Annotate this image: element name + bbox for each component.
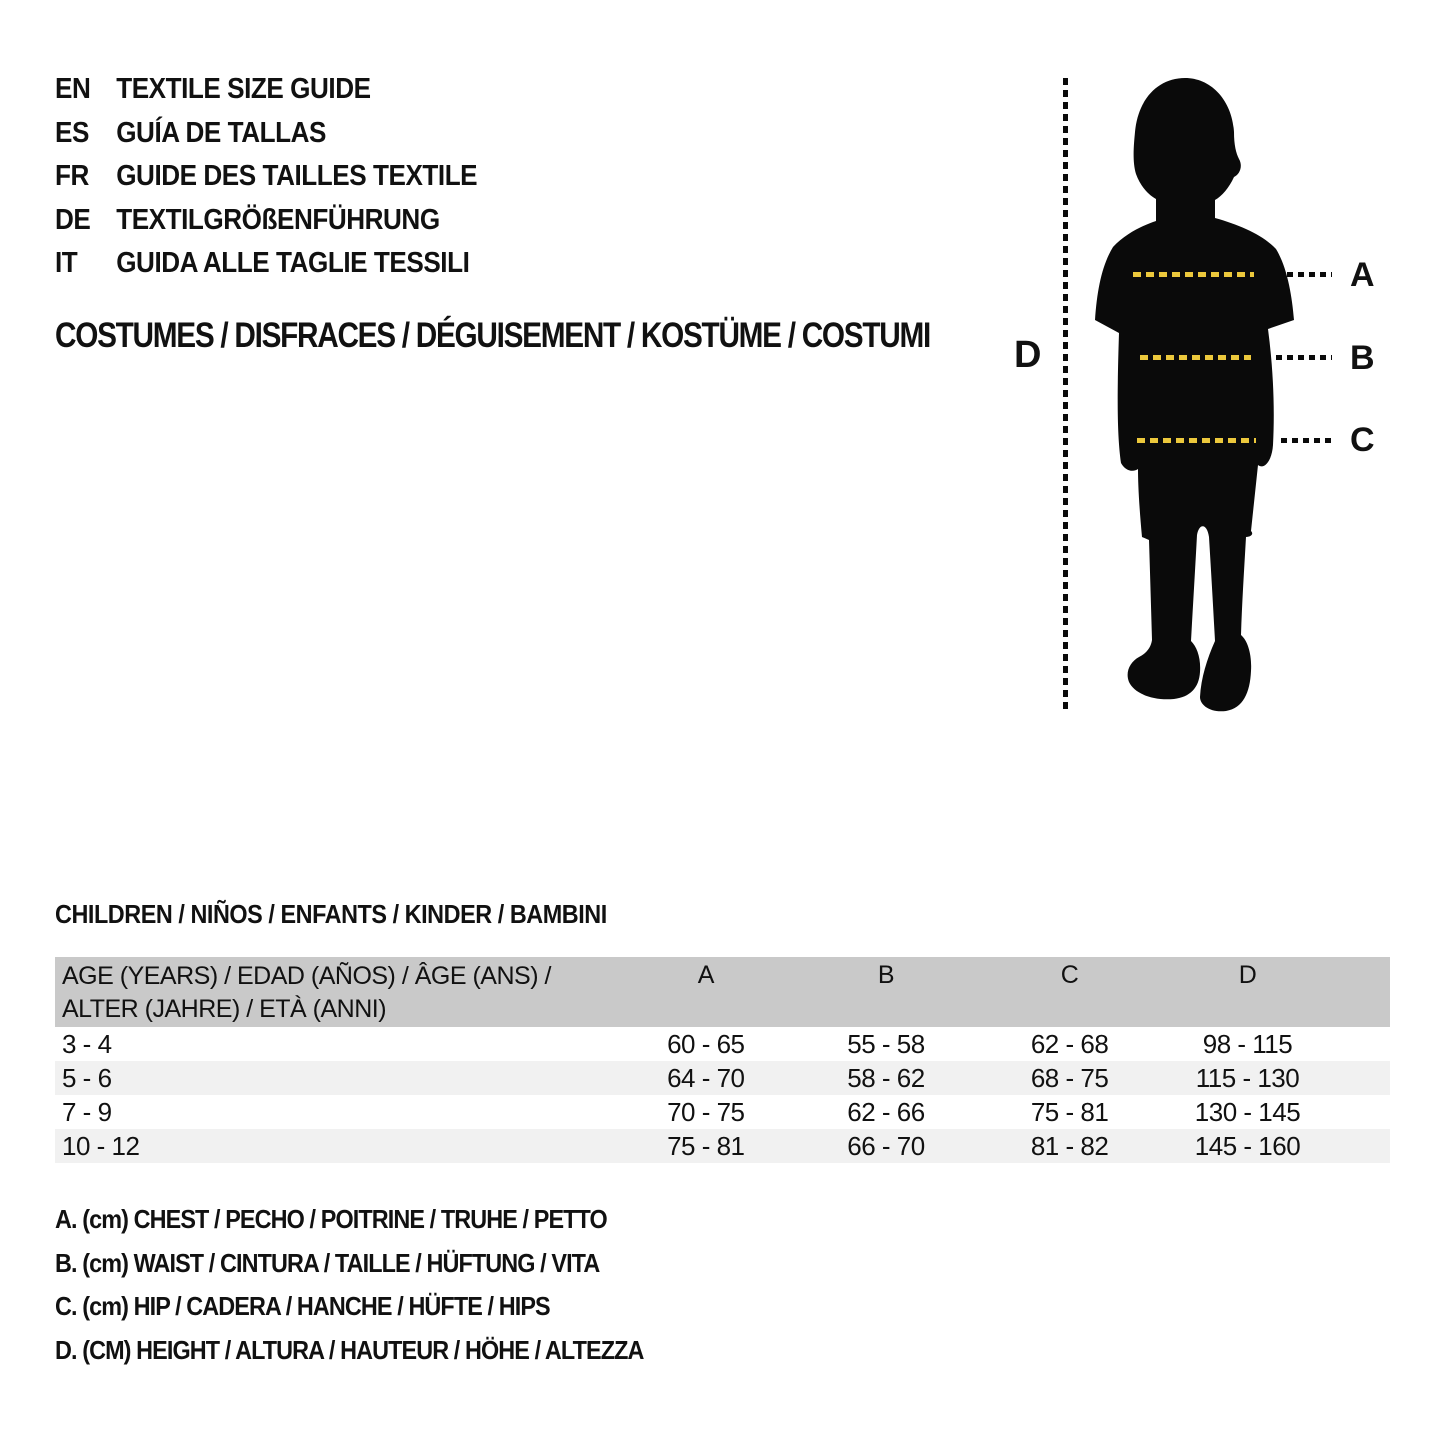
- hip-cell: 75 - 81: [1030, 1096, 1109, 1127]
- measure-legend: [55, 1198, 643, 1372]
- waist-cell: 55 - 58: [847, 1028, 925, 1059]
- legend-item-hip: C. (cm) HIP / CADERA / HANCHE / HÜFTE / HIPS: [55, 1291, 550, 1322]
- hip-cell: 68 - 75: [1030, 1062, 1109, 1093]
- measure-label-c: C: [1350, 421, 1375, 459]
- waist-leader-dots: [1276, 355, 1332, 360]
- size-table: [55, 957, 1390, 1163]
- language-label: GUÍA DE TALLAS: [116, 116, 326, 149]
- measure-label-a: A: [1350, 256, 1375, 294]
- chest-cell: 70 - 75: [667, 1096, 745, 1127]
- language-code: DE: [55, 203, 91, 236]
- language-code: IT: [55, 247, 78, 280]
- chest-measure-line: [1133, 272, 1254, 277]
- age-cell: 3 - 4: [62, 1028, 112, 1059]
- waist-measure-line: [1140, 355, 1251, 360]
- hip-leader-dots: [1281, 438, 1332, 443]
- column-header-a: A: [697, 961, 714, 989]
- chest-cell: 60 - 65: [667, 1028, 745, 1059]
- age-column-header: [55, 957, 616, 1027]
- chest-cell: 75 - 81: [667, 1130, 745, 1161]
- waist-cell: 58 - 62: [847, 1062, 925, 1093]
- age-cell: 5 - 6: [62, 1062, 112, 1093]
- column-header-c: C: [1060, 961, 1079, 989]
- category-title: COSTUMES / DISFRACES / DÉGUISEMENT / KOSTÜME / COSTUMI: [55, 316, 930, 355]
- measure-label-d: D: [1014, 334, 1042, 376]
- size-table-row: [55, 1095, 1390, 1129]
- language-row-it: [55, 242, 477, 286]
- chest-cell: 64 - 70: [667, 1062, 745, 1093]
- language-code: FR: [55, 160, 89, 193]
- language-code: EN: [55, 73, 91, 106]
- language-label: TEXTILE SIZE GUIDE: [116, 73, 371, 106]
- age-header-line2: ALTER (JAHRE) / ETÀ (ANNI): [62, 995, 387, 1023]
- table-title: CHILDREN / NIÑOS / ENFANTS / KINDER / BAMBINI: [55, 899, 607, 929]
- size-table-row: [55, 1061, 1390, 1095]
- waist-cell: 62 - 66: [847, 1096, 925, 1127]
- height-cell: 115 - 130: [1195, 1062, 1300, 1093]
- age-header-line1: AGE (YEARS) / EDAD (AÑOS) / ÂGE (ANS) /: [62, 962, 551, 990]
- legend-item-height: D. (CM) HEIGHT / ALTURA / HAUTEUR / HÖHE / ALTEZZA: [55, 1334, 644, 1365]
- hip-cell: 62 - 68: [1030, 1028, 1109, 1059]
- column-header-b: B: [877, 961, 895, 989]
- height-cell: 98 - 115: [1202, 1028, 1293, 1059]
- legend-item-waist: B. (cm) WAIST / CINTURA / TAILLE / HÜFTUNG / VITA: [55, 1247, 600, 1278]
- hip-cell: 81 - 82: [1030, 1130, 1109, 1161]
- hip-measure-line: [1137, 438, 1256, 443]
- language-label: TEXTILGRÖßENFÜHRUNG: [116, 203, 440, 236]
- chest-leader-dots: [1276, 272, 1332, 277]
- size-table-header-row: [55, 957, 1390, 1027]
- child-silhouette-path: [1095, 78, 1294, 711]
- height-cell: 130 - 145: [1194, 1096, 1301, 1127]
- height-measure-dotted-line: [1063, 78, 1068, 713]
- legend-item-chest: A. (cm) CHEST / PECHO / POITRINE / TRUHE / PETTO: [55, 1204, 607, 1235]
- language-row-fr: [55, 155, 477, 199]
- child-silhouette-image: [1088, 75, 1298, 715]
- language-title-list: [55, 68, 477, 286]
- size-table-row: [55, 1027, 1390, 1061]
- measure-label-b: B: [1350, 339, 1375, 377]
- language-code: ES: [55, 116, 89, 149]
- language-row-es: [55, 112, 477, 156]
- age-cell: 10 - 12: [62, 1130, 140, 1161]
- language-label: GUIDE DES TAILLES TEXTILE: [116, 160, 478, 193]
- size-table-row: [55, 1129, 1390, 1163]
- age-cell: 7 - 9: [62, 1096, 112, 1127]
- waist-cell: 66 - 70: [847, 1130, 925, 1161]
- height-cell: 145 - 160: [1194, 1130, 1301, 1161]
- column-header-d: D: [1238, 961, 1257, 989]
- language-label: GUIDA ALLE TAGLIE TESSILI: [116, 247, 470, 280]
- language-row-de: [55, 199, 477, 243]
- language-row-en: [55, 68, 477, 112]
